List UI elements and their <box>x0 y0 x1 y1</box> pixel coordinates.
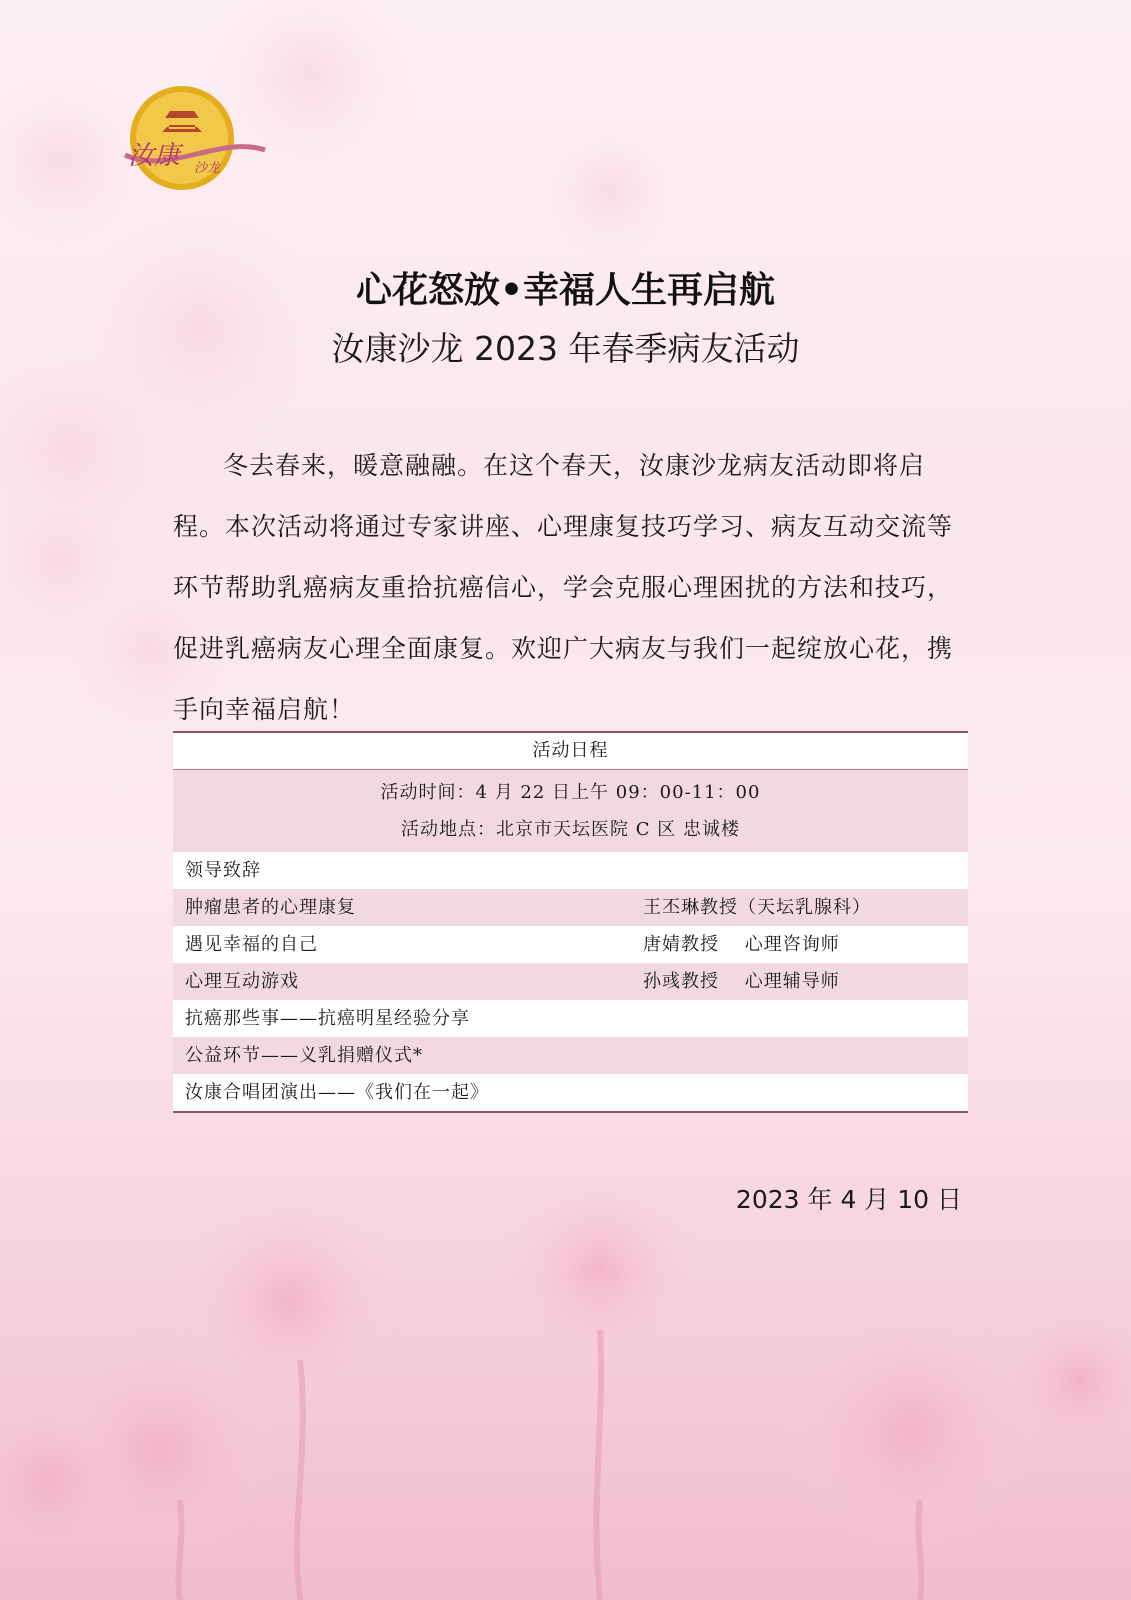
row-topic: 肿瘤患者的心理康复 <box>185 897 356 918</box>
logo-text-small: 沙龙 <box>194 161 221 176</box>
logo-text-main: 汝康 <box>128 141 181 171</box>
row-speaker <box>643 1074 968 1111</box>
schedule-table <box>173 731 968 1113</box>
row-topic: 遇见幸福的自己 <box>185 934 318 955</box>
table-row <box>173 1074 968 1111</box>
event-place: 活动地点：北京市天坛医院 C 区 忠诚楼 <box>401 819 740 840</box>
table-row <box>173 1000 968 1037</box>
schedule-info <box>173 770 968 852</box>
document-date: 2023 年 4 月 10 日 <box>735 1185 962 1214</box>
row-topic: 抗癌那些事——抗癌明星经验分享 <box>185 1008 470 1029</box>
page-subtitle: 汝康沙龙 2023 年春季病友活动 <box>331 329 800 368</box>
row-speaker <box>643 1037 968 1074</box>
logo <box>120 80 270 200</box>
schedule-heading: 活动日程 <box>173 733 968 770</box>
event-time: 活动时间：4 月 22 日上午 09：00-11：00 <box>380 782 761 803</box>
row-speaker <box>643 1000 968 1037</box>
row-speaker: 孙彧教授 心理辅导师 <box>643 971 840 992</box>
table-row <box>173 852 968 889</box>
row-topic: 汝康合唱团演出——《我们在一起》 <box>185 1082 489 1103</box>
row-speaker <box>643 852 968 889</box>
row-topic: 领导致辞 <box>185 860 261 881</box>
row-topic: 公益环节——义乳捐赠仪式* <box>185 1045 423 1066</box>
row-speaker: 王丕琳教授（天坛乳腺科） <box>643 897 871 918</box>
table-row <box>173 1037 968 1074</box>
table-row <box>173 889 968 926</box>
row-speaker: 唐婧教授 心理咨询师 <box>643 934 840 955</box>
page-title: 心花怒放•幸福人生再启航 <box>355 270 775 311</box>
table-row <box>173 926 968 963</box>
table-row <box>173 963 968 1000</box>
row-topic: 心理互动游戏 <box>185 971 299 992</box>
intro-paragraph: 冬去春来，暖意融融。在这个春天，汝康沙龙病友活动即将启程。本次活动将通过专家讲座、心理康复技巧学习、病友互动交流等环节帮助乳癌病友重拾抗癌信心，学会克服心理困扰的方法和技巧，促进乳癌病友心理全面康复。欢迎广大病友与我们一起绽放心花，携手向幸福启航！ <box>173 451 954 724</box>
